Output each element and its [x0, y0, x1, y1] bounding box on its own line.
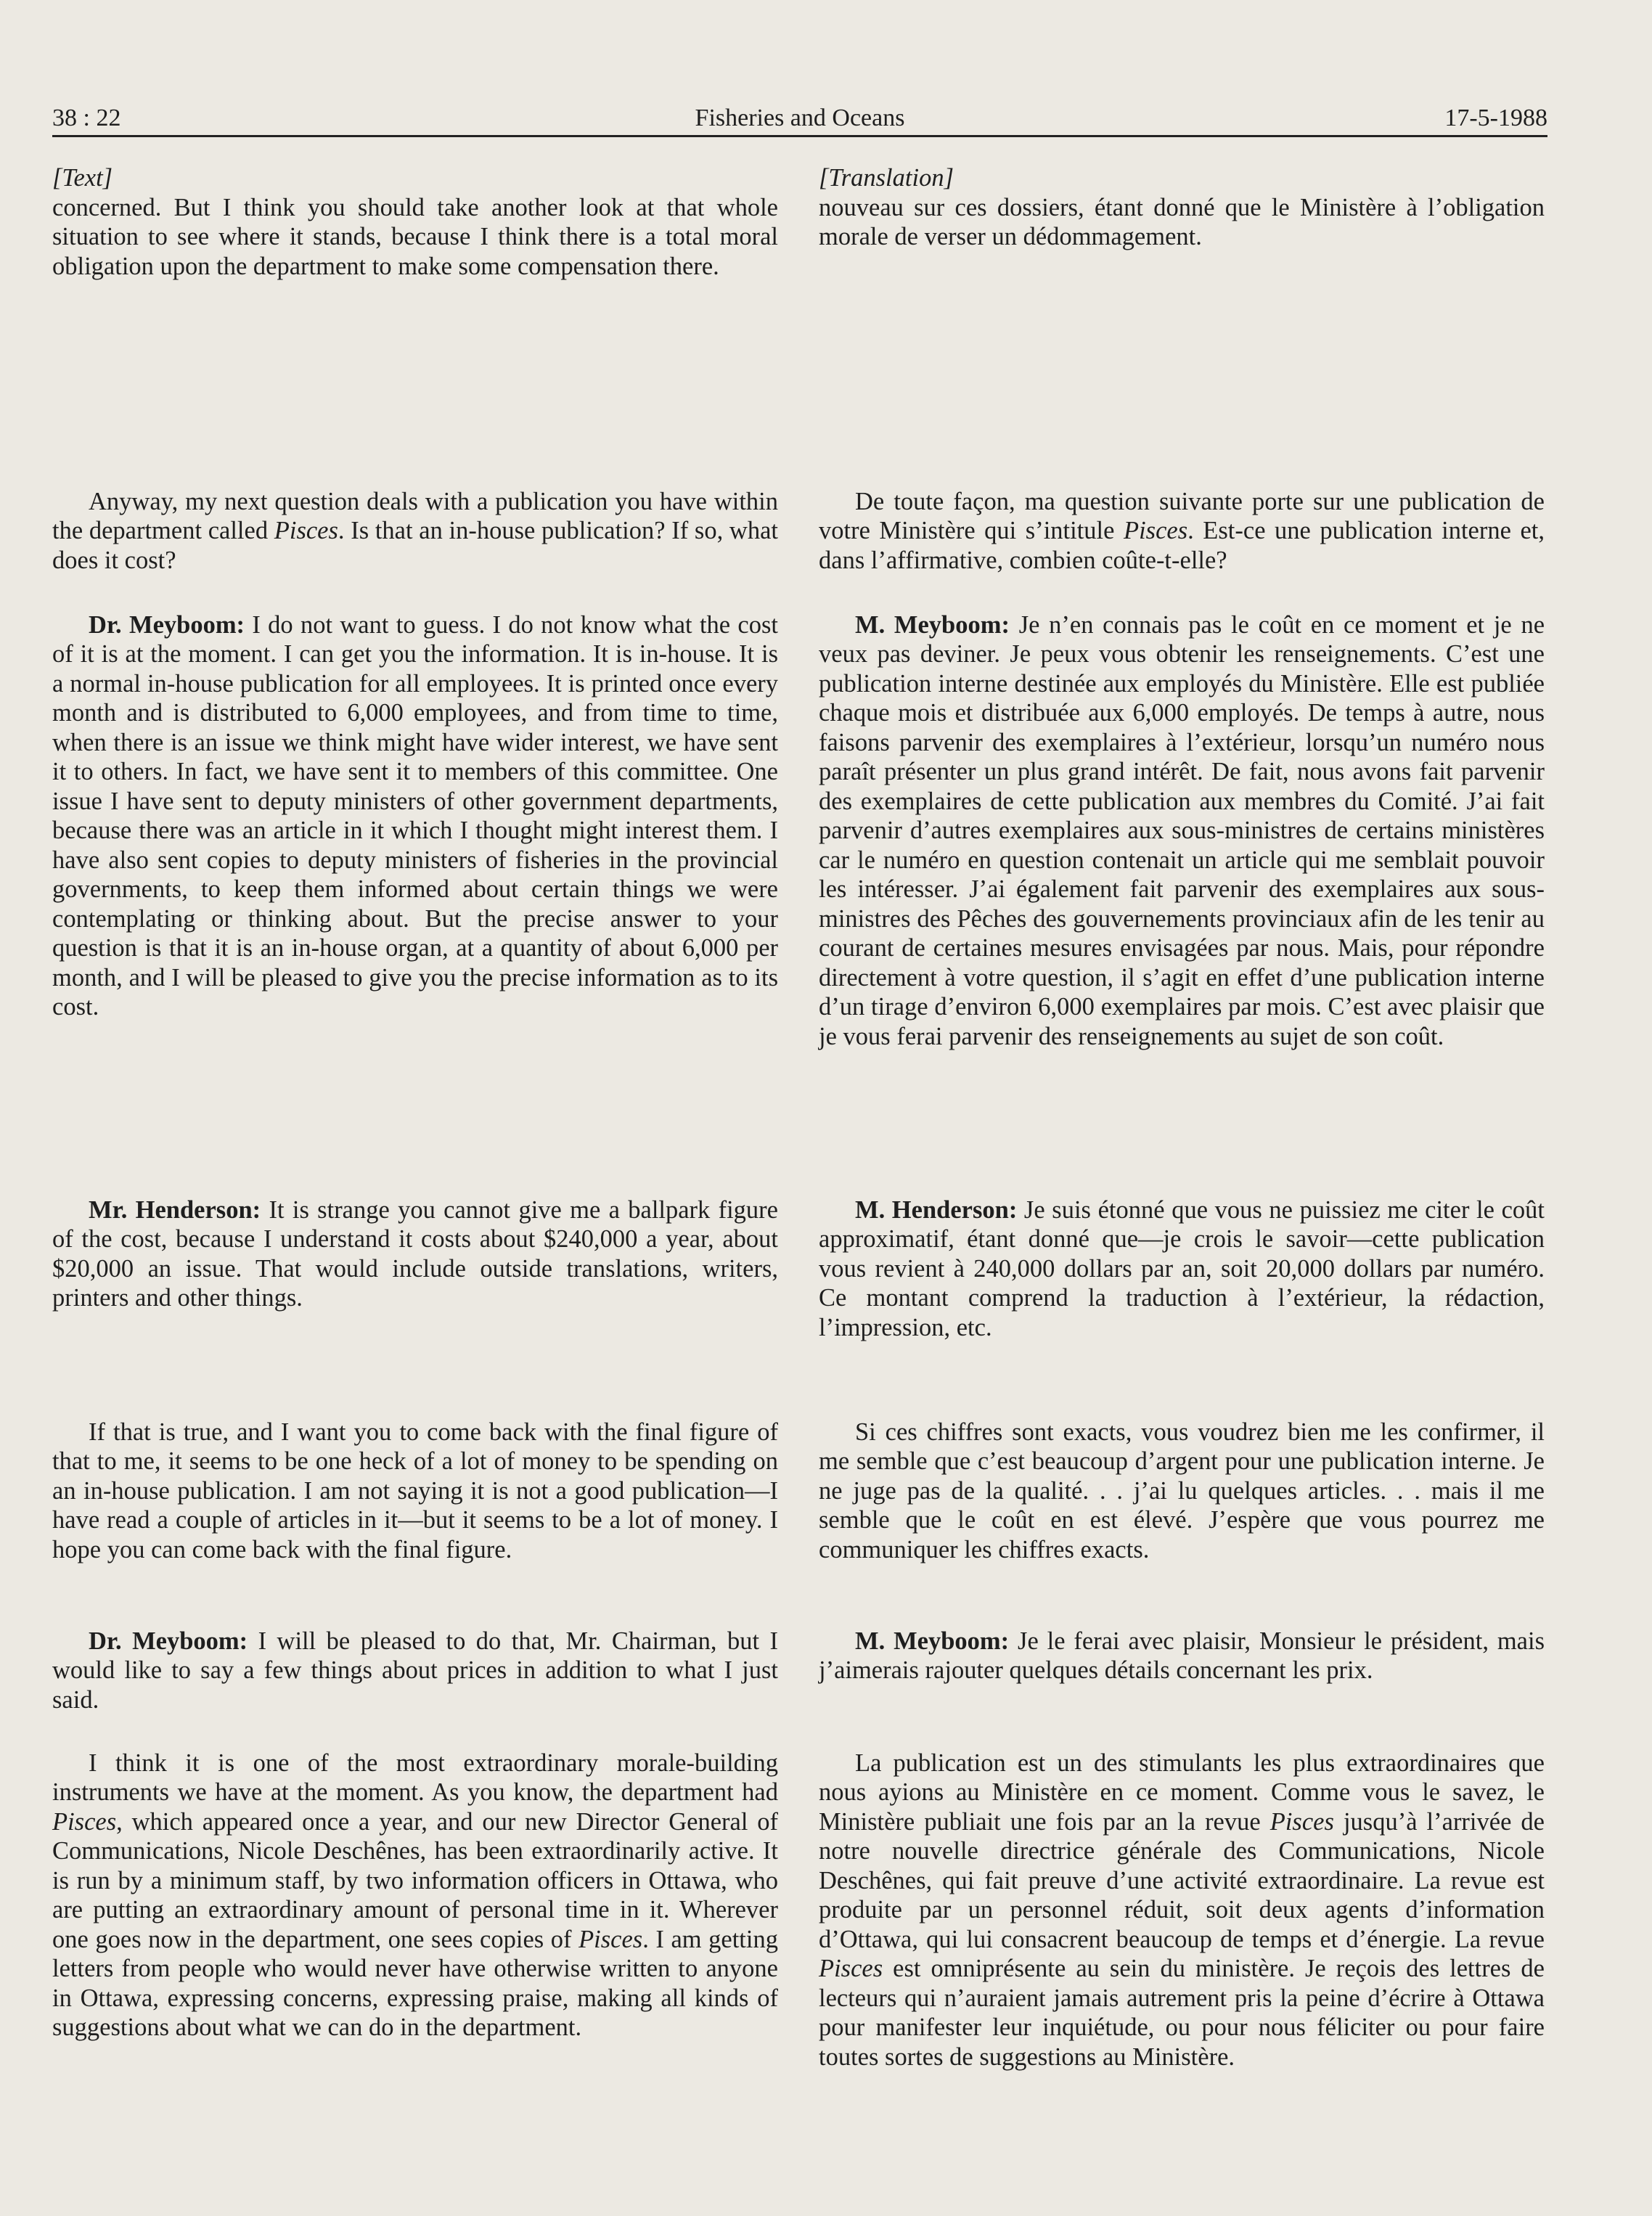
text-run: Je suis étonné que vous ne puissiez me citer le coût approximatif, étant donné que—je crois le savoir—cette publication vous revient à 240,000 dollars par an, soit 20,000 dollars par numéro. Ce montant comprend la traduction à l’extérieur, la rédaction, l’impression, etc. [819, 1195, 1545, 1341]
speaker-name: M. Meyboom: [855, 1627, 1010, 1655]
paragraph [819, 487, 1545, 610]
speaker-name: Dr. Meyboom: [89, 610, 245, 639]
publication-title: Pisces [274, 517, 338, 544]
text-run: . Is that an in-house publication? If so, what does it cost? [52, 517, 778, 574]
publication-title: Pisces [1124, 517, 1188, 544]
paragraph [819, 1627, 1545, 1749]
publication-title: Pisces [819, 1955, 883, 1982]
text-run: Je n’en connais pas le coût en ce moment et je ne veux pas deviner. Je peux vous obtenir les renseignements. C’est une publication interne destinée aux employés du Ministère. Elle est publiée chaque mois et distribuée aux 6,000 employés. De temps à autre, nous faisons parvenir des exemplaires à l’extérieur, lorsqu’un numéro nous paraît présenter un plus grand intérêt. De fait, nous avons fait parvenir des exemplaires de cette publication aux membres du Comité. J’ai fait parvenir d’autres exemplaires aux sous-ministres de certains ministères car le numéro en question contenait un article qui me semblait pouvoir les intéresser. J’ai également fait parvenir des exemplaires aux sous-ministres des Pêches des gouvernements provinciaux afin de les tenir au courant de certaines mesures envisagées par nous. Mais, pour répondre directement à votre question, il s’agit en effet d’une publication interne d’un tirage d’environ 6,000 exemplaires par mois. C’est avec plaisir que je vous ferai parvenir des renseignements au sujet de son coût. [819, 610, 1545, 1050]
paragraph [52, 487, 778, 610]
text-run: La publication est un des stimulants les plus extraordinaires que nous ayions au Ministère en ce moment. Comme vous le savez, le Ministère publiait une fois par an la revue [819, 1749, 1545, 1836]
speaker-name: M. Meyboom: [855, 610, 1010, 639]
paragraph: If that is true, and I want you to come back with the final figure of that to me, it seems to be one heck of a lot of money to be spending on an in-house publication. I am not saying it is not a good publication—I have read a couple of articles in it—but it seems to be a lot of money. I hope you can come back with the final figure. [52, 1418, 778, 1563]
text-run: est omniprésente au sein du ministère. Je reçois des lettres de lecteurs qui n’auraient jamais autrement pris la peine d’écrire à Ottawa pour manifester leur inquiétude, ou pour nous féliciter ou pour faire toutes sortes de suggestions au Ministère. [819, 1955, 1545, 2071]
paragraph [819, 1749, 1545, 2072]
paragraph: Si ces chiffres sont exacts, vous voudrez bien me les confirmer, il me semble que c’est beaucoup d’argent pour une publication interne. Je ne juge pas de la qualité. . . j’ai lu quelques articles. . . mais il me semble que le coût en est élevé. J’espère que vous pourrez me communiquer les chiffres exacts. [819, 1418, 1545, 1563]
paragraph [52, 1749, 778, 2043]
text-run: I think it is one of the most extraordinary morale-building instruments we have at the moment. As you know, the department had [52, 1749, 778, 1806]
text-run: Je le ferai avec plaisir, Monsieur le président, mais j’aimerais rajouter quelques détails concernant les prix. [819, 1627, 1545, 1684]
text-run: Anyway, my next question deals with a publication you have within the department called [52, 487, 778, 544]
running-header [52, 102, 1547, 137]
text-run: . Est-ce une publication interne et, dans l’affirmative, combien coûte-t-elle? [819, 517, 1545, 574]
paragraph: concerned. But I think you should take another look at that whole situation to see where it stands, because I think there is a total moral obligation upon the department to make some compensation there. [52, 193, 778, 280]
publication-title: Pisces [52, 1807, 117, 1836]
text-run: , which appeared once a year, and our new Director General of Communications, Nicole Deschênes, has been extraordinarily active. It is run by a minimum staff, by two information officers in Ottawa, who are putting an extraordinary amount of personal time in it. Wherever one goes now in the department, one sees copies of [52, 1807, 778, 1953]
page-number: 38 : 22 [52, 105, 121, 131]
french-column [819, 163, 1545, 2072]
text-run: De toute façon, ma question suivante porte sur une publication de votre Ministère qui s’intitule [819, 487, 1545, 544]
committee-title: Fisheries and Oceans [695, 105, 905, 131]
paragraph [52, 1627, 778, 1749]
text-run: I will be pleased to do that, Mr. Chairman, but I would like to say a few things about prices in addition to what I just said. [52, 1627, 778, 1714]
speaker-name: Dr. Meyboom: [89, 1627, 248, 1655]
paragraph: nouveau sur ces dossiers, étant donné que le Ministère à l’obligation morale de verser un dédommagement. [819, 193, 1545, 250]
text-run: jusqu’à l’arrivée de notre nouvelle directrice générale des Communications, Nicole Deschênes, qui fait preuve d’une activité extraordinaire. La revue est produite par un personnel réduit, soit deux agents d’information d’Ottawa, qui lui consacrent beaucoup de temps et d’énergie. La revue [819, 1807, 1545, 1953]
column-tag: [Text] [52, 164, 113, 192]
speaker-name: M. Henderson: [855, 1195, 1018, 1224]
paragraph [819, 610, 1545, 1195]
column-tag: [Translation] [819, 164, 954, 192]
text-run: I do not want to guess. I do not know what the cost of it is at the moment. I can get you the information. It is in-house. It is a normal in-house publication for all employees. It is printed once every month and is distributed to 6,000 employees, and from time to time, when there is an issue we think might have wider interest, we have sent it to others. In fact, we have sent it to members of this committee. One issue I have sent to deputy ministers of other government departments, because there was an article in it which I thought might interest them. I have also sent copies to deputy ministers of fisheries in the provincial governments, to keep them informed about certain things we were contemplating or thinking about. But the precise answer to your question is that it is an in-house organ, at a quantity of about 6,000 per month, and I will be pleased to give you the precise information as to its cost. [52, 610, 778, 1021]
text-run: It is strange you cannot give me a ballpark figure of the cost, because I understand it costs about $240,000 a year, about $20,000 an issue. That would include outside translations, writers, printers and other things. [52, 1195, 778, 1312]
english-column [52, 163, 778, 2043]
publication-title: Pisces [578, 1925, 643, 1953]
text-run: . I am getting letters from people who would never have otherwise written to anyone in Ottawa, expressing concerns, expressing praise, making all kinds of suggestions about what we can do in the department. [52, 1925, 778, 2041]
paragraph [819, 1195, 1545, 1418]
paragraph [52, 610, 778, 1195]
paragraph [52, 1195, 778, 1418]
speaker-name: Mr. Henderson: [89, 1195, 261, 1224]
publication-title: Pisces [1269, 1807, 1334, 1836]
meeting-date: 17-5-1988 [1444, 105, 1547, 131]
